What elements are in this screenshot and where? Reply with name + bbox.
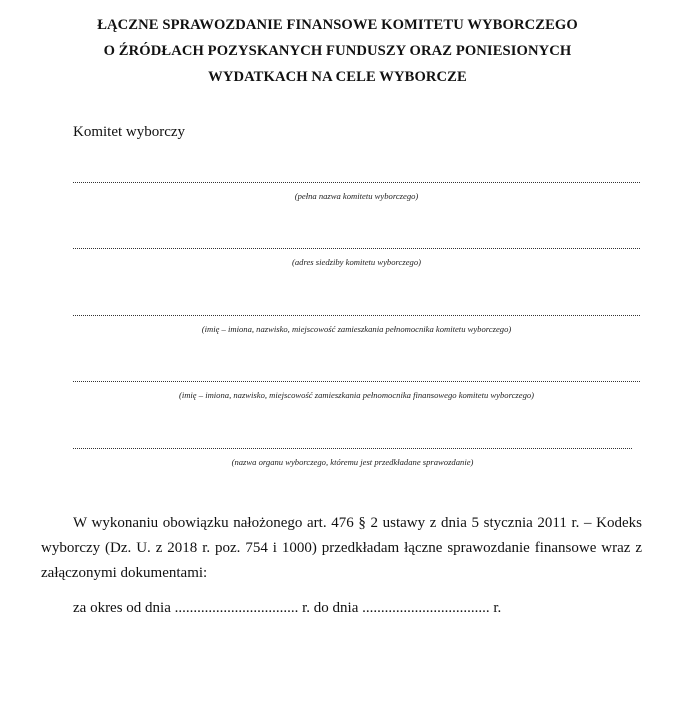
dotted-fill-line[interactable] — [73, 182, 640, 183]
document-title — [0, 12, 675, 90]
field-caption: (imię – imiona, nazwisko, miejscowość zamieszkania pełnomocnika finansowego komitetu wyborczego) — [178, 390, 535, 400]
dotted-fill-line[interactable] — [73, 381, 640, 382]
dotted-fill-line[interactable] — [73, 248, 640, 249]
field-caption: (imię – imiona, nazwisko, miejscowość zamieszkania pełnomocnika komitetu wyborczego) — [201, 324, 512, 334]
dotted-fill-line[interactable] — [73, 315, 640, 316]
financial-proxy-field[interactable] — [73, 381, 640, 400]
reporting-period-line[interactable]: za okres od dnia ................................. r. do dnia .................................. r. — [73, 600, 502, 616]
committee-proxy-field[interactable] — [73, 315, 640, 334]
dotted-fill-line[interactable] — [73, 448, 632, 449]
title-line-1: ŁĄCZNE SPRAWOZDANIE FINANSOWE KOMITETU WYBORCZEGO — [97, 17, 578, 33]
committee-address-field[interactable] — [73, 248, 640, 267]
title-line-2: O ŹRÓDŁACH POZYSKANYCH FUNDUSZY ORAZ PONIESIONYCH — [103, 43, 572, 59]
title-line-3: WYDATKACH NA CELE WYBORCZE — [208, 69, 467, 85]
electoral-body-field[interactable] — [73, 448, 632, 467]
field-caption: (adres siedziby komitetu wyborczego) — [292, 257, 421, 267]
declaration-paragraph: W wykonaniu obowiązku nałożonego art. 476 § 2 ustawy z dnia 5 stycznia 2011 r. – Kodeks wyborczy (Dz. U. z 2018 r. poz. 754 i 1000) przedkładam łączne sprawozdanie finansowe wraz z załączonymi dokumentami: — [41, 515, 642, 581]
field-caption: (nazwa organu wyborczego, któremu jest przedkładane sprawozdanie) — [231, 457, 474, 467]
committee-name-field[interactable] — [73, 182, 640, 201]
committee-label: Komitet wyborczy — [73, 124, 186, 140]
field-caption: (pełna nazwa komitetu wyborczego) — [294, 191, 419, 201]
